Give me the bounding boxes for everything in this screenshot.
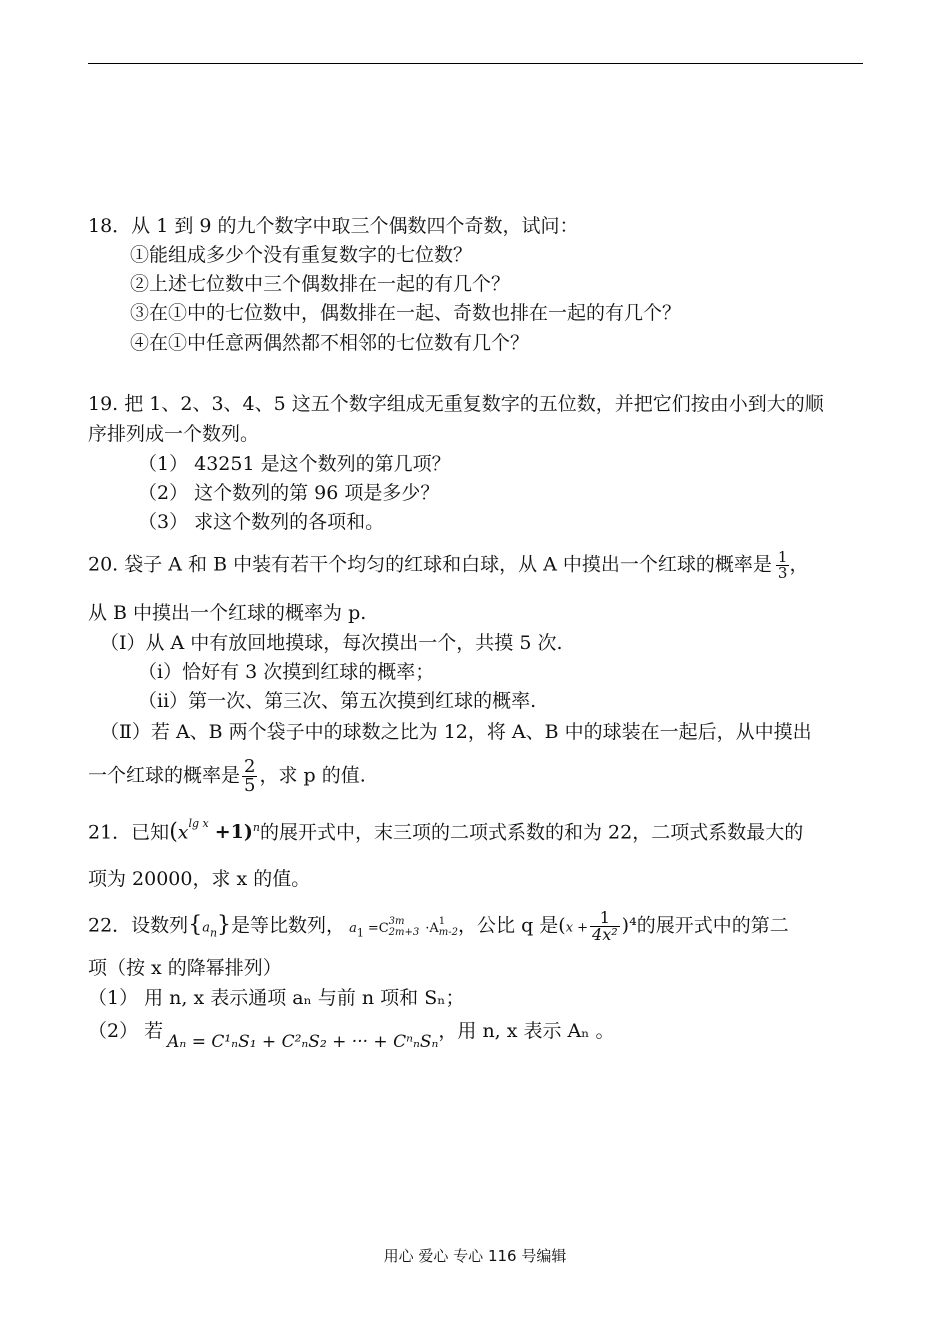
q22-line1: 22．设数列$\{a_n\}$是等比数列， $a_1 =C$ 3m 2m+3 ·A 1 m-2 ，公比 q 是(x + $\frac{1}{\text{4x²}}$ )⁴的展开式中的第二 <box>88 908 789 944</box>
q19-stem-line2: 序排列成一个数列。 <box>88 423 260 445</box>
q22-eq: =C <box>367 920 389 936</box>
q19-item-1: （1） 43251 是这个数列的第几项？ <box>138 453 451 475</box>
q21-n: n <box>252 821 260 834</box>
q19-item-3: （3） 求这个数列的各项和。 <box>138 511 385 533</box>
q20-line2: 从 B 中摸出一个红球的概率为 p. <box>88 602 367 624</box>
q20-fraction-1 <box>776 550 790 581</box>
q22-seq: a <box>202 920 210 936</box>
q22-a-sup: 1 <box>438 915 446 927</box>
q20-last-line <box>88 758 366 795</box>
q22-c-sup: 3m <box>388 915 405 927</box>
q20-frac2-num: 2 <box>244 756 256 777</box>
q22-c-indices <box>389 916 420 938</box>
q22-a-indices <box>439 916 458 938</box>
q22-c-sub: 2m+3 <box>388 926 420 938</box>
q20-line1-end: ， <box>789 553 809 576</box>
q19-item-2: （2） 这个数列的第 96 项是多少？ <box>138 482 440 504</box>
q22-a1: a <box>349 920 357 936</box>
q18-stem: 18．从 1 到 9 的九个数字中取三个偶数四个奇数，试问： <box>88 215 579 237</box>
page-footer: 用心 爱心 专心 116 号编辑 <box>383 1247 567 1265</box>
q20-line1-text: 20. 袋子 A 和 B 中装有若干个均匀的红球和白球，从 A 中摸出一个红球的概率是 <box>88 553 772 576</box>
header-rule <box>88 63 863 64</box>
q20-last-line-a: 一个红球的概率是 <box>88 764 241 787</box>
q21-pre: 21．已知 <box>88 821 170 844</box>
q22-close: )⁴的展开式中的第二 <box>621 914 789 937</box>
q22-dot: ·A <box>425 920 439 936</box>
q18-item-1: ①能组成多少个没有重复数字的七位数？ <box>130 244 473 266</box>
q22-p2-pre: （2） 若 <box>88 1020 164 1042</box>
q21-plus: +1) <box>214 821 253 844</box>
q22-frac-den: 4x² <box>592 925 618 944</box>
q20-part1: （Ⅰ）从 A 中有放回地摸球，每次摸出一个，共摸 5 次. <box>100 632 563 654</box>
q22-x-plus: x + <box>565 920 589 936</box>
q21-post: 的展开式中，末三项的二项式系数的和为 22，二项式系数最大的 <box>260 821 804 844</box>
q20-frac1-den: 3 <box>777 564 788 582</box>
q22-part2 <box>88 1018 615 1052</box>
q22-p2-expr: Aₙ = C¹ₙS₁ + C²ₙS₂ + ··· + CⁿₙSₙ <box>167 1032 439 1052</box>
q19-stem-line1: 19. 把 1、2、3、4、5 这五个数字组成无重复数字的五位数，并把它们按由小到大的顺 <box>88 393 824 415</box>
q20-part2: （Ⅱ）若 A、B 两个袋子中的球数之比为 12，将 A、B 中的球装在一起后，从中摸出 <box>100 721 812 743</box>
q22-a-sub: m-2 <box>438 926 459 938</box>
q22-part1: （1） 用 n, x 表示通项 aₙ 与前 n 项和 Sₙ； <box>88 987 465 1009</box>
q18-item-4: ④在①中任意两偶然都不相邻的七位数有几个？ <box>130 332 530 354</box>
q20-frac2-den: 5 <box>244 775 256 796</box>
q18-item-2: ②上述七位数中三个偶数排在一起的有几个？ <box>130 273 511 295</box>
q20-line1 <box>88 550 808 581</box>
q22-line2: 项（按 x 的降幂排列） <box>88 957 282 979</box>
q22-p2-post: ，用 n, x 表示 Aₙ 。 <box>438 1020 615 1042</box>
q22-a1-sub: 1 <box>356 926 364 940</box>
q21-line1: 21．已知$(x^{lg x} +1)^n$的展开式中，末三项的二项式系数的和为 22，二项式系数最大的 <box>88 817 804 845</box>
q22-frac-num: 1 <box>599 908 610 927</box>
q20-part1-ii: （ii）第一次、第三次、第五次摸到红球的概率. <box>138 690 537 712</box>
q21-base: x <box>177 821 189 844</box>
q22-seq-sub: n <box>209 926 218 940</box>
q22-ratio: ，公比 q 是( <box>458 914 566 937</box>
q20-part1-i: （i）恰好有 3 次摸到红球的概率； <box>138 661 435 683</box>
q20-fraction-2 <box>242 758 257 795</box>
q22-mid: 是等比数列， <box>231 914 346 937</box>
q22-fraction <box>590 910 620 943</box>
q18-item-3: ③在①中的七位数中，偶数排在一起、奇数也排在一起的有几个？ <box>130 302 682 324</box>
q21-exp: lg x <box>188 817 209 830</box>
q22-pre: 22．设数列 <box>88 914 189 937</box>
q20-frac1-num: 1 <box>777 548 788 566</box>
q20-last-line-b: ，求 p 的值. <box>259 764 366 787</box>
q21-line2: 项为 20000，求 x 的值。 <box>88 868 311 890</box>
